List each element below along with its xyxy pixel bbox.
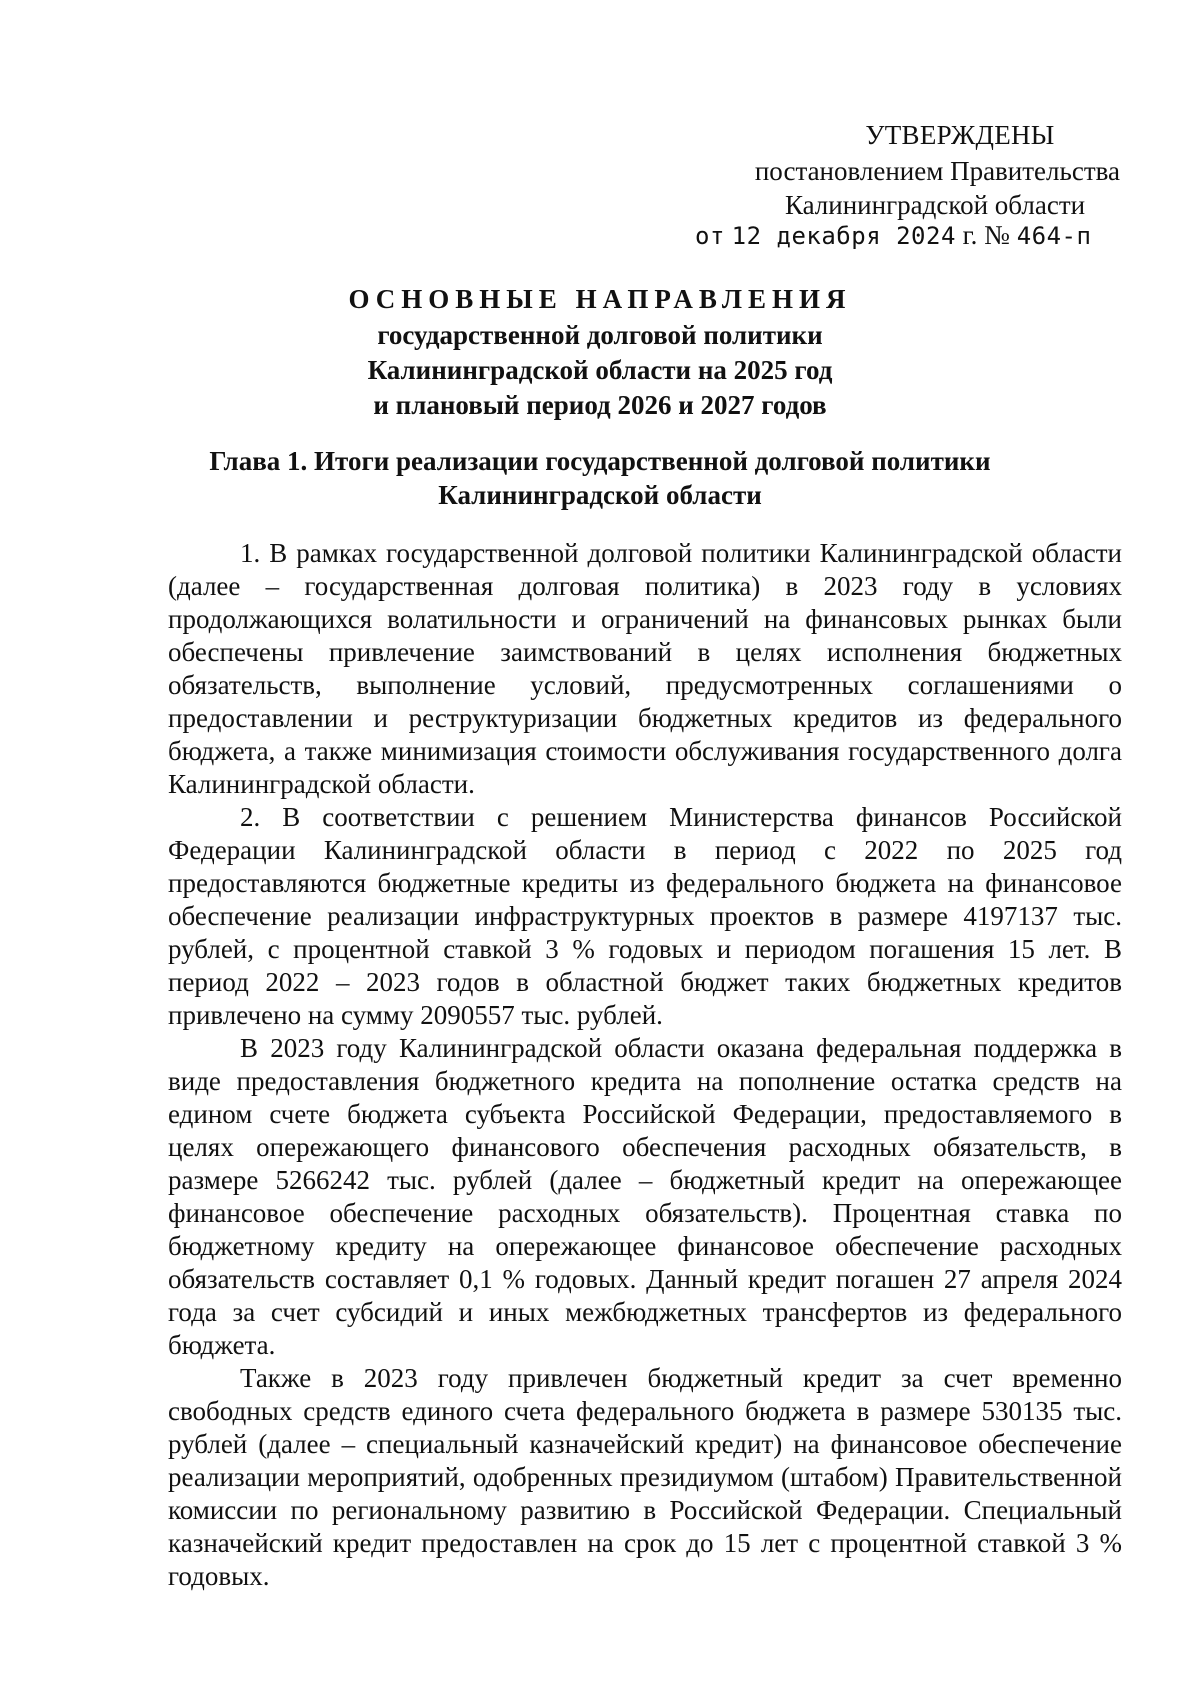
heading-line-3: и плановый период 2026 и 2027 годов <box>373 390 827 420</box>
approval-line-region: Калининградской области <box>784 190 1086 220</box>
approval-stamp <box>680 118 1150 222</box>
chapter-line-2: Калининградской области <box>438 480 762 510</box>
body-text <box>168 537 1122 1593</box>
chapter-line-1: Глава 1. Итоги реализации государственной долговой политики <box>209 446 991 476</box>
paragraph-2: 2. В соответствии с решением Министерства финансов Российской Федерации Калининградской области в период с 2022 по 2025 год предоставляются бюджетные кредиты из федерального бюджета на финансовое обеспечение реализации инфраструктурных проектов в размере 4197137 тыс. рублей, с процентной ставкой 3 % годовых и периодом погашения 15 лет. В период 2022 – 2023 годов в областной бюджет таких бюджетных кредитов привлечено на сумму 2090557 тыс. рублей. <box>168 802 1122 1030</box>
paragraph-1: 1. В рамках государственной долговой политики Калининградской области (далее – государственная долговая политика) в 2023 году в условиях продолжающихся волатильности и ограничений на финансовых рынках были обеспечены привлечение заимствований в целях исполнения бюджетных обязательств, выполнение условий, предусмотренных соглашениями о предоставлении и реструктуризации бюджетных кредитов из федерального бюджета, а также минимизация стоимости обслуживания государственного долга Калининградской области. <box>168 538 1122 799</box>
heading-line-2: Калининградской области на 2025 год <box>367 355 833 385</box>
date-value: 12 декабря 2024 <box>731 222 956 250</box>
approval-line-decree: постановлением Правительства <box>754 156 1120 186</box>
paragraph-3: В 2023 году Калининградской области оказана федеральная поддержка в виде предоставления бюджетного кредита на пополнение остатка средств на едином счете бюджета субъекта Российской Федерации, предоставляемого в целях опережающего финансового обеспечения расходных обязательств, в размере 5266242 тыс. рублей (далее – бюджетный кредит на опережающее финансовое обеспечение расходных обязательств). Процентная ставка по бюджетному кредиту на опережающее финансовое обеспечение расходных обязательств составляет 0,1 % годовых. Данный кредит погашен 27 апреля 2024 года за счет субсидий и иных межбюджетных трансфертов из федерального бюджета. <box>168 1033 1122 1360</box>
heading-main: ОСНОВНЫЕ НАПРАВЛЕНИЯ <box>348 284 852 314</box>
approval-date-line <box>695 218 1091 253</box>
heading-line-1: государственной долговой политики <box>377 320 823 350</box>
date-suffix: г. № <box>962 220 1010 250</box>
chapter-heading <box>0 444 1200 512</box>
date-prefix: от <box>695 222 725 250</box>
document-heading <box>0 282 1200 423</box>
approval-title: УТВЕРЖДЕНЫ <box>865 120 1055 150</box>
paragraph-4: Также в 2023 году привлечен бюджетный кредит за счет временно свободных средств единого счета федерального бюджета в размере 530135 тыс. рублей (далее – специальный казначейский кредит) на финансовое обеспечение реализации мероприятий, одобренных президиумом (штабом) Правительственной комиссии по региональному развитию в Российской Федерации. Специальный казначейский кредит предоставлен на срок до 15 лет с процентной ставкой 3 % годовых. <box>168 1363 1122 1591</box>
decree-number: 464-п <box>1016 222 1092 250</box>
